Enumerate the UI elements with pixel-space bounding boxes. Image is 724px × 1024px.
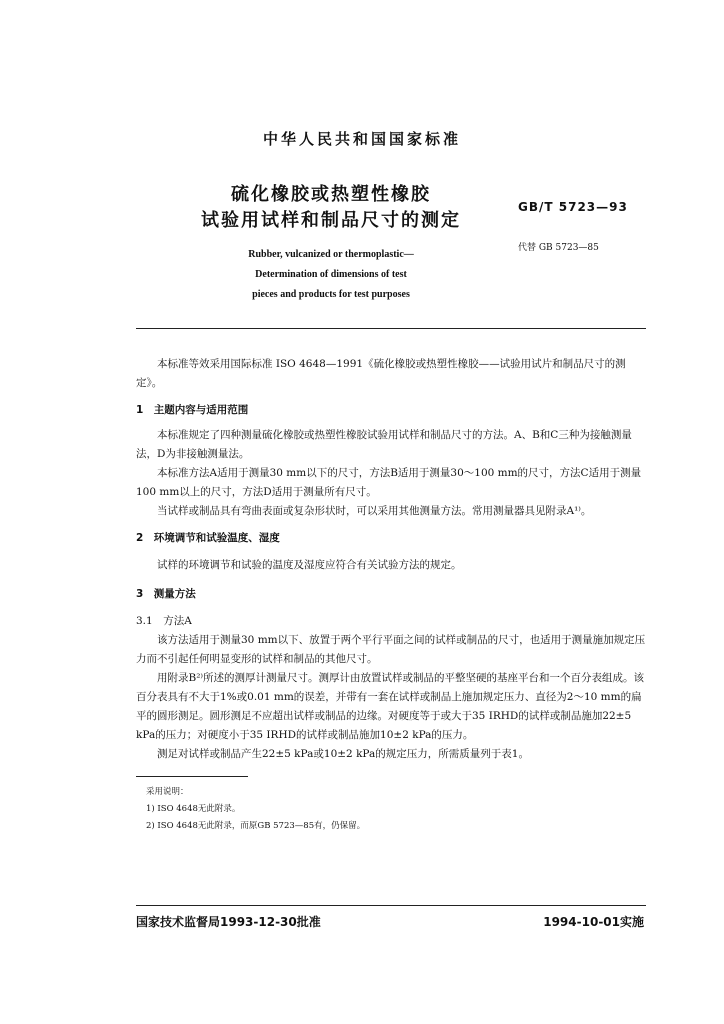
issue-date: 国家技术监督局1993-12-30批准 xyxy=(136,915,321,929)
title-en-line1: Rubber, vulcanized or thermoplastic— xyxy=(248,249,414,260)
section-3-1-paragraph-2: 用附录B²⁾所述的测厚计测量尺寸。测厚计由放置试样或制品的平整坚硬的基座平台和一个百分表组成。该百分表具有不大于1%或0.01 mm的误差，并带有一套在试样或制品上施加规定压力、直径为2～10 mm的扁平的圆形测足。圆形测足不应超出试样或制品的边缘。对硬度等于或大于35 IRHD的试样或制品施加22±5 kPa的压力；对硬度小于35 IRHD的试样或制品施加10±2 kPa的压力。 xyxy=(136,672,645,741)
footnote-1: 1) ISO 4648无此附录。 xyxy=(146,804,241,814)
footnote-label: 采用说明： xyxy=(146,787,189,797)
effective-date: 1994-10-01实施 xyxy=(543,915,644,929)
document-body xyxy=(136,355,646,764)
header-divider xyxy=(136,328,646,329)
title-zh-line2: 试验用试样和制品尺寸的测定 xyxy=(201,210,461,231)
section-1-paragraph-3: 当试样或制品具有弯曲表面或复杂形状时，可以采用其他测量方法。常用测量器具见附录A¹⁾。 xyxy=(157,505,592,517)
section-3-1-paragraph-3: 测足对试样或制品产生22±5 kPa或10±2 kPa的规定压力，所需质量列于表1。 xyxy=(157,748,529,760)
section-1-paragraph-1: 本标准规定了四种测量硫化橡胶或热塑性橡胶试验用试样和制品尺寸的方法。A、B和C三种为接触测量法，D为非接触测量法。 xyxy=(136,429,632,460)
section-1-paragraph-2: 本标准方法A适用于测量30 mm以下的尺寸，方法B适用于测量30～100 mm的尺寸，方法C适用于测量100 mm以上的尺寸，方法D适用于测量所有尺寸。 xyxy=(136,467,642,498)
title-zh-line1: 硫化橡胶或热塑性橡胶 xyxy=(231,184,431,205)
title-en-line3: pieces and products for test purposes xyxy=(252,289,410,300)
section-2-heading: 2 环境调节和试验温度、湿度 xyxy=(136,532,280,544)
section-3-1-paragraph-1: 该方法适用于测量30 mm以下、放置于两个平行平面之间的试样或制品的尺寸，也适用于测量施加规定压力而不引起任何明显变形的试样和制品的其他尺寸。 xyxy=(136,634,646,665)
title-en-line2: Determination of dimensions of test xyxy=(255,269,407,280)
section-3-heading: 3 测量方法 xyxy=(136,588,196,600)
footnote-divider xyxy=(136,776,248,777)
title-en xyxy=(200,245,462,305)
standard-header: 中华人民共和国国家标准 xyxy=(262,130,461,148)
replaces-note: 代替 GB 5723—85 xyxy=(518,243,599,253)
intro-paragraph: 本标准等效采用国际标准 ISO 4648—1991《硫化橡胶或热塑性橡胶——试验用试片和制品尺寸的测定》。 xyxy=(136,358,626,389)
section-3-1-heading: 3.1 方法A xyxy=(136,615,192,627)
footer-divider xyxy=(136,905,646,906)
footnote-2: 2) ISO 4648无此附录，而原GB 5723—85有，仍保留。 xyxy=(146,821,366,831)
standard-number: GB/T 5723—93 xyxy=(518,200,628,214)
section-2-paragraph-1: 试样的环境调节和试验的温度及湿度应符合有关试验方法的规定。 xyxy=(157,559,462,571)
footnotes xyxy=(146,784,626,835)
section-1-heading: 1 主题内容与适用范围 xyxy=(136,404,249,416)
